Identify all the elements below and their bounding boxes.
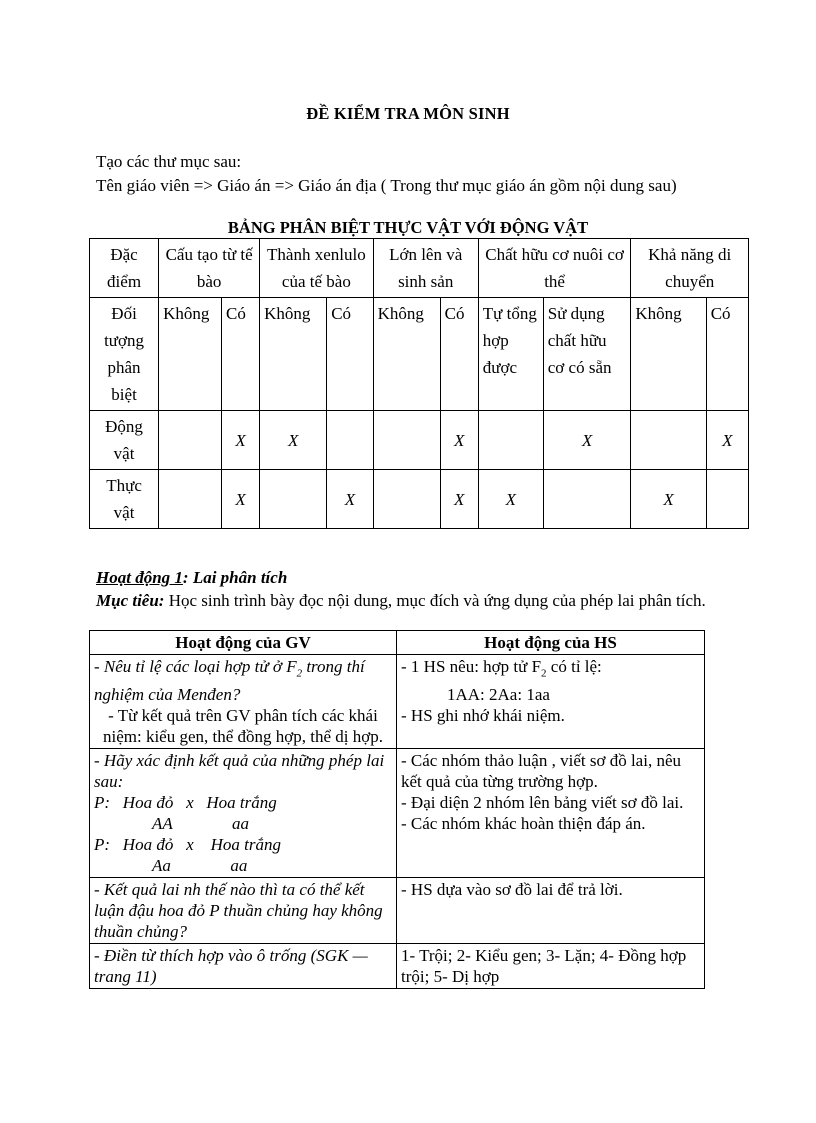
mark-cell: X: [440, 470, 478, 529]
hs-text: có tỉ lệ:: [546, 657, 602, 676]
header-feature: Đặc điểm: [90, 239, 159, 298]
hs-text: - 1 HS nêu: hợp tử F: [401, 657, 542, 676]
subscript: 2: [541, 667, 547, 680]
gv-cell: [90, 749, 397, 878]
cross-line: P: Hoa đỏ x Hoa trắng: [94, 835, 281, 855]
activity-heading: [96, 568, 287, 588]
objective-label: Mục tiêu:: [96, 591, 165, 610]
col-header-gv: Hoạt động của GV: [90, 631, 397, 655]
hs-cell: 1- Trội; 2- Kiểu gen; 3- Lặn; 4- Đồng hợp trội; 5- Dị hợp: [397, 944, 705, 989]
hs-cell: [397, 749, 705, 878]
gv-cell: - Điền từ thích hợp vào ô trống (SGK — trang 11): [90, 944, 397, 989]
object-label: Đối tượng phân biệt: [90, 298, 159, 411]
mark-cell: [159, 470, 222, 529]
subheader-cell: Có: [327, 298, 373, 411]
subheader-cell: Tự tổng hợp được: [478, 298, 543, 411]
group-header: Cấu tạo từ tế bào: [159, 239, 260, 298]
group-header: Chất hữu cơ nuôi cơ thể: [478, 239, 631, 298]
mark-cell: [478, 411, 543, 470]
subscript: 2: [296, 667, 303, 680]
genotype-line: Aa aa: [152, 856, 248, 876]
intro-line-2: Tên giáo viên => Giáo án => Giáo án địa ( Trong thư mục giáo án gồm nội dung sau): [96, 176, 677, 195]
mark-cell: [159, 411, 222, 470]
activity-heading-label: Hoạt động 1: [96, 568, 183, 587]
hs-answer: - Các nhóm khác hoàn thiện đáp án.: [401, 814, 646, 834]
subheader-cell: Có: [222, 298, 260, 411]
page-title: ĐỀ KIỂM TRA MÔN SINH: [306, 104, 510, 123]
table-row: [90, 944, 705, 989]
comparison-header-row: [90, 239, 749, 298]
table-row: [90, 470, 749, 529]
mark-cell: [373, 411, 440, 470]
subheader-cell: Không: [631, 298, 706, 411]
gv-analysis: - Từ kết quả trên GV phân tích các khái niệm: kiểu gen, thể đồng hợp, thể dị hợp.: [102, 706, 384, 747]
table-row: [90, 411, 749, 470]
intro-line-1: Tạo các thư mục sau:: [96, 152, 242, 171]
comparison-subheader-row: [90, 298, 749, 411]
cross-line: P: Hoa đỏ x Hoa trắng: [94, 793, 277, 813]
hs-answer: - Các nhóm thảo luận , viết sơ đồ lai, nêu kết quả của từng trường hợp.: [401, 751, 681, 792]
hs-cell: [397, 655, 705, 749]
comparison-table-title: BẢNG PHÂN BIỆT THỰC VẬT VỚI ĐỘNG VẬT: [227, 218, 589, 237]
group-header: Lớn lên và sinh sản: [373, 239, 478, 298]
row-label: Thực vật: [90, 470, 159, 529]
comparison-table: [89, 238, 749, 529]
ratio-text: 1AA: 2Aa: 1aa: [447, 685, 550, 705]
mark-cell: [373, 470, 440, 529]
mark-cell: X: [222, 411, 260, 470]
mark-cell: [706, 470, 748, 529]
subheader-cell: Không: [260, 298, 327, 411]
col-header-hs: Hoạt động của HS: [397, 631, 705, 655]
mark-cell: [543, 470, 631, 529]
mark-cell: X: [440, 411, 478, 470]
mark-cell: X: [327, 470, 373, 529]
group-header: Thành xenlulo của tế bào: [260, 239, 373, 298]
gv-cell: - Kết quả lai nh thế nào thì ta có thể kết luận đậu hoa đỏ P thuần chủng hay không thuần chủng?: [90, 878, 397, 944]
mark-cell: X: [706, 411, 748, 470]
hs-answer: [401, 656, 700, 684]
hs-cell: - HS dựa vào sơ đồ lai để trả lời.: [397, 878, 705, 944]
subheader-cell: Sử dụng chất hữu cơ có sẵn: [543, 298, 631, 411]
activity-table: [89, 630, 705, 989]
subheader-cell: Không: [373, 298, 440, 411]
table-row: [90, 655, 705, 749]
activity-heading-suffix: : Lai phân tích: [182, 568, 288, 587]
gv-question: - Hãy xác định kết quả của những phép lai sau:: [94, 751, 385, 792]
mark-cell: X: [543, 411, 631, 470]
mark-cell: X: [631, 470, 706, 529]
activity-header-row: [90, 631, 705, 655]
mark-cell: X: [478, 470, 543, 529]
mark-cell: [631, 411, 706, 470]
mark-cell: [260, 470, 327, 529]
subheader-cell: Có: [440, 298, 478, 411]
hs-note: - HS ghi nhớ khái niệm.: [401, 706, 565, 726]
mark-cell: X: [222, 470, 260, 529]
activity-objective: [96, 590, 721, 611]
table-row: [90, 878, 705, 944]
mark-cell: [327, 411, 373, 470]
table-row: [90, 749, 705, 878]
gv-cell: [90, 655, 397, 749]
subheader-cell: Không: [159, 298, 222, 411]
objective-text: Học sinh trình bày đọc nội dung, mục đích và ứng dụng của phép lai phân tích.: [164, 591, 706, 610]
genotype-line: AA aa: [152, 814, 249, 834]
group-header: Khả năng di chuyển: [631, 239, 749, 298]
hs-answer: - Đại diện 2 nhóm lên bảng viết sơ đồ lai.: [401, 793, 684, 813]
gv-text: - Nêu tỉ lệ các loại hợp tử ở F: [94, 657, 297, 676]
subheader-cell: Có: [706, 298, 748, 411]
row-label: Động vật: [90, 411, 159, 470]
gv-question: [94, 656, 392, 705]
gv-text: trong thí nghiệm của Menđen?: [94, 657, 365, 705]
mark-cell: X: [260, 411, 327, 470]
